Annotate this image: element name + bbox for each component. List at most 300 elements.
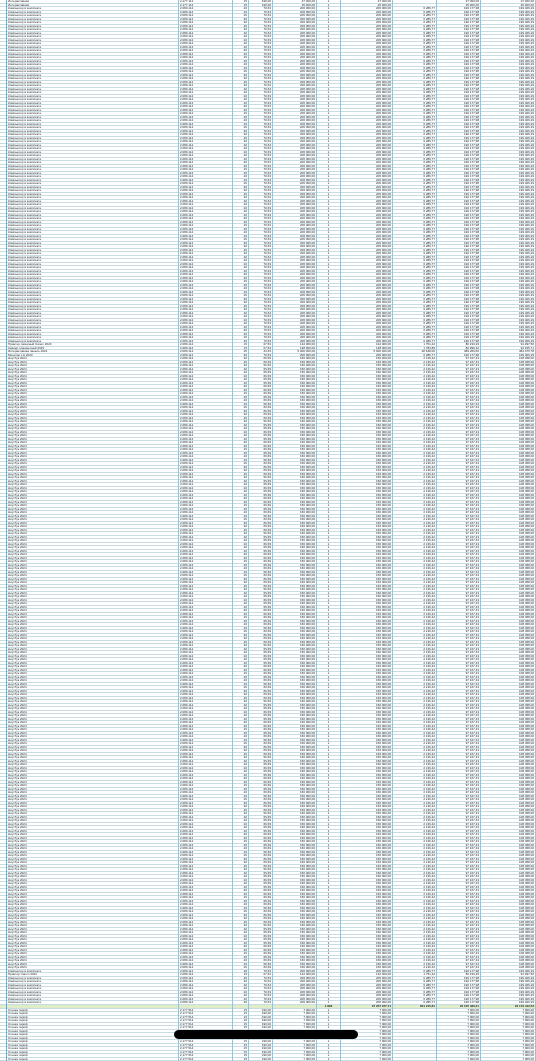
- depreciation-cell: 6 286,77: [392, 126, 436, 130]
- residual-cell: 97 167,43: [436, 749, 480, 753]
- residual-cell: 190 177,98: [436, 130, 480, 134]
- useful-life-cell: 20: [232, 56, 248, 60]
- account-code-cell: 2.080.114: [178, 28, 232, 32]
- account-code-cell: 2.080.114: [178, 613, 232, 617]
- total-cell: 150 000,00: [340, 399, 392, 403]
- rate-cell: 66,69: [248, 585, 272, 589]
- value-cell: 199 406,29: [480, 245, 536, 249]
- residual-cell: 97 167,43: [436, 914, 480, 918]
- useful-life-cell: 20: [232, 32, 248, 36]
- residual-cell: 190 177,98: [436, 259, 480, 263]
- useful-life-cell: 20: [232, 851, 248, 855]
- account-code-cell: 2.080.114: [178, 371, 232, 375]
- residual-cell: 190 177,98: [436, 987, 480, 991]
- count-cell: 1: [316, 557, 340, 561]
- item-name-cell: Компьютер в комплекте: [6, 294, 178, 298]
- value-cell: 108 458,00: [480, 781, 536, 785]
- cost-cell: 150 000,00: [272, 574, 316, 578]
- rate-cell: 66,69: [248, 872, 272, 876]
- item-name-cell: Ноутбук 2024: [6, 795, 178, 799]
- depreciation-cell: 2 136,42: [392, 721, 436, 725]
- value-cell: 199 406,29: [480, 109, 536, 113]
- depreciation-cell: 2 136,42: [392, 728, 436, 732]
- useful-life-cell: 20: [232, 861, 248, 865]
- count-cell: 1: [316, 77, 340, 81]
- useful-life-cell: 20: [232, 182, 248, 186]
- residual-cell: 97 167,43: [436, 553, 480, 557]
- depreciation-cell: 6 286,77: [392, 123, 436, 127]
- value-cell: 108 458,00: [480, 865, 536, 869]
- count-cell: 1: [316, 1026, 340, 1030]
- count-cell: 1: [316, 18, 340, 22]
- residual-cell: 7 000,00: [436, 1037, 480, 1041]
- cost-cell: 206 000,00: [272, 970, 316, 974]
- cost-cell: 150 000,00: [272, 644, 316, 648]
- item-name-cell: Ноутбук 2024: [6, 826, 178, 830]
- depreciation-cell: 2 136,42: [392, 378, 436, 382]
- account-code-cell: 2.080.114: [178, 581, 232, 585]
- residual-cell: 190 177,98: [436, 7, 480, 11]
- cost-cell: 206 000,00: [272, 998, 316, 1002]
- cost-cell: 7 000,00: [272, 1026, 316, 1030]
- account-code-cell: 2.080.114: [178, 637, 232, 641]
- useful-life-cell: 20: [232, 816, 248, 820]
- value-cell: 7 000,00: [480, 1047, 536, 1051]
- rate-cell: 66,69: [248, 963, 272, 967]
- total-cell: 206 000,00: [340, 91, 392, 95]
- account-code-cell: 2.080.114: [178, 7, 232, 11]
- item-name-cell: Ноутбук 2024: [6, 728, 178, 732]
- account-code-cell: 2.080.114: [178, 896, 232, 900]
- count-cell: 1: [316, 833, 340, 837]
- value-cell: 108 458,00: [480, 459, 536, 463]
- depreciation-cell: 2 136,42: [392, 858, 436, 862]
- depreciation-cell: 6 286,77: [392, 273, 436, 277]
- residual-cell: 97 167,43: [436, 406, 480, 410]
- value-cell: 108 458,00: [480, 557, 536, 561]
- count-cell: 1: [316, 690, 340, 694]
- total-cell: 150 000,00: [340, 959, 392, 963]
- item-name-cell: Ноутбук 2024: [6, 557, 178, 561]
- account-code-cell: 2.080.114: [178, 683, 232, 687]
- rate-cell: 66,69: [248, 938, 272, 942]
- useful-life-cell: 20: [232, 462, 248, 466]
- cost-cell: 206 000,00: [272, 119, 316, 123]
- account-code-cell: 2.080.114: [178, 95, 232, 99]
- item-name-cell: Компьютер в комплекте: [6, 315, 178, 319]
- account-code-cell: 2.080.114: [178, 959, 232, 963]
- value-cell: 108 458,00: [480, 585, 536, 589]
- item-name-cell: Компьютер в комплекте: [6, 301, 178, 305]
- cost-cell: 206 000,00: [272, 273, 316, 277]
- count-cell: 1: [316, 480, 340, 484]
- total-cell: 206 000,00: [340, 991, 392, 995]
- depreciation-cell: 6 286,77: [392, 228, 436, 232]
- rate-cell: 66,69: [248, 798, 272, 802]
- useful-life-cell: 20: [232, 105, 248, 109]
- count-cell: 1: [316, 329, 340, 333]
- total-cell: 150 000,00: [340, 487, 392, 491]
- count-cell: 1: [316, 763, 340, 767]
- total-cell: 206 000,00: [340, 207, 392, 211]
- cost-cell: 206 000,00: [272, 161, 316, 165]
- residual-cell: 97 167,43: [436, 466, 480, 470]
- account-code-cell: 2.080.114: [178, 693, 232, 697]
- value-cell: 108 458,00: [480, 910, 536, 914]
- count-cell: 1: [316, 1001, 340, 1005]
- depreciation-cell: 2 136,42: [392, 483, 436, 487]
- cost-cell: 206 000,00: [272, 287, 316, 291]
- account-code-cell: 2.080.114: [178, 140, 232, 144]
- cost-cell: 150 000,00: [272, 592, 316, 596]
- residual-cell: 97 167,43: [436, 434, 480, 438]
- depreciation-cell: 6 286,77: [392, 231, 436, 235]
- rate-cell: 70,63: [248, 147, 272, 151]
- count-cell: 1: [316, 35, 340, 39]
- value-cell: 7 000,00: [480, 1016, 536, 1020]
- value-cell: 94 155,71: [480, 347, 536, 351]
- residual-cell: 97 167,43: [436, 494, 480, 498]
- total-cell: 7 000,00: [340, 1037, 392, 1041]
- cost-cell: 150 000,00: [272, 480, 316, 484]
- count-cell: 1: [316, 70, 340, 74]
- depreciation-cell: 6 286,77: [392, 221, 436, 225]
- value-cell: 108 458,00: [480, 413, 536, 417]
- value-cell: 108 458,00: [480, 522, 536, 526]
- item-name-cell: Компьютер в комплекте: [6, 970, 178, 974]
- residual-cell: 190 177,98: [436, 21, 480, 25]
- cost-cell: 150 000,00: [272, 805, 316, 809]
- account-code-cell: 2.080.114: [178, 847, 232, 851]
- value-cell: 108 458,00: [480, 917, 536, 921]
- total-cell: 206 000,00: [340, 228, 392, 232]
- total-cell: 150 000,00: [340, 781, 392, 785]
- account-code-cell: 2.080.114: [178, 417, 232, 421]
- count-cell: 1: [316, 980, 340, 984]
- residual-cell: 97 167,43: [436, 375, 480, 379]
- residual-cell: 190 177,98: [436, 294, 480, 298]
- count-cell: 1: [316, 504, 340, 508]
- value-cell: 7 000,00: [480, 1058, 536, 1061]
- cost-cell: 150 000,00: [272, 357, 316, 361]
- item-name-cell: Компьютер в комплекте: [6, 70, 178, 74]
- account-code-cell: 2.080.114: [178, 921, 232, 925]
- count-cell: 1: [316, 700, 340, 704]
- useful-life-cell: 20: [232, 203, 248, 207]
- depreciation-cell: 2 136,42: [392, 515, 436, 519]
- total-cell: 132 000,00: [340, 973, 392, 977]
- useful-life-cell: 20: [232, 88, 248, 92]
- total-cell: 206 000,00: [340, 28, 392, 32]
- value-cell: 199 406,29: [480, 214, 536, 218]
- total-cell: 7 000,00: [340, 1033, 392, 1037]
- residual-cell: 97 167,43: [436, 371, 480, 375]
- rate-cell: 66,69: [248, 868, 272, 872]
- item-name-cell: Ноутбук 2024: [6, 812, 178, 816]
- value-cell: 108 458,00: [480, 963, 536, 967]
- item-name-cell: Компьютер в комплекте: [6, 336, 178, 340]
- depreciation-cell: 2 136,42: [392, 385, 436, 389]
- rate-cell: 66,69: [248, 364, 272, 368]
- rate-cell: 66,69: [248, 875, 272, 879]
- depreciation-cell: 6 286,77: [392, 308, 436, 312]
- account-code-cell: 2.080.114: [178, 438, 232, 442]
- account-code-cell: 2.080.114: [178, 480, 232, 484]
- account-code-cell: 2.177.514: [178, 1047, 232, 1051]
- total-cell: 206 000,00: [340, 294, 392, 298]
- total-cell: 150 000,00: [340, 861, 392, 865]
- cost-cell: 150 000,00: [272, 445, 316, 449]
- residual-cell: 190 177,98: [436, 326, 480, 330]
- cost-cell: 206 000,00: [272, 312, 316, 316]
- residual-cell: 190 177,98: [436, 137, 480, 141]
- value-cell: 199 406,29: [480, 102, 536, 106]
- value-cell: 199 406,29: [480, 259, 536, 263]
- total-cell: 206 000,00: [340, 256, 392, 260]
- value-cell: 108 458,00: [480, 662, 536, 666]
- item-name-cell: Ноутбук 2024: [6, 620, 178, 624]
- count-cell: 1: [316, 81, 340, 85]
- total-cell: 150 000,00: [340, 424, 392, 428]
- account-code-cell: 2.080.114: [178, 784, 232, 788]
- count-cell: 1: [316, 861, 340, 865]
- rate-cell: 66,69: [248, 907, 272, 911]
- item-name-cell: Компьютер в комплекте: [6, 221, 178, 225]
- total-cell: 150 000,00: [340, 658, 392, 662]
- account-code-cell: 2.080.114: [178, 427, 232, 431]
- count-cell: 1: [316, 578, 340, 582]
- depreciation-cell: 2 136,42: [392, 571, 436, 575]
- count-cell: 1: [316, 172, 340, 176]
- residual-cell: 97 167,43: [436, 361, 480, 365]
- value-cell: 108 458,00: [480, 627, 536, 631]
- rate-cell: 66,69: [248, 679, 272, 683]
- useful-life-cell: 20: [232, 21, 248, 25]
- residual-cell: 190 177,98: [436, 270, 480, 274]
- residual-cell: 190 177,98: [436, 28, 480, 32]
- item-name-cell: Ноутбук 2024: [6, 385, 178, 389]
- useful-life-cell: 20: [232, 119, 248, 123]
- value-cell: 199 406,29: [480, 175, 536, 179]
- item-name-cell: Ноутбук 2024: [6, 907, 178, 911]
- residual-cell: 97 167,43: [436, 473, 480, 477]
- count-cell: 1: [316, 249, 340, 253]
- rate-cell: 70,63: [248, 74, 272, 78]
- useful-life-cell: 20: [232, 977, 248, 981]
- item-name-cell: Ноутбук 2024: [6, 511, 178, 515]
- total-cell: 150 000,00: [340, 767, 392, 771]
- count-cell: 1: [316, 438, 340, 442]
- total-cell: 150 000,00: [340, 819, 392, 823]
- residual-cell: 190 177,98: [436, 214, 480, 218]
- residual-cell: 97 167,43: [436, 900, 480, 904]
- useful-life-cell: 20: [232, 452, 248, 456]
- depreciation-cell: 6 286,77: [392, 280, 436, 284]
- rate-cell: 70,63: [248, 252, 272, 256]
- rate-cell: 70,63: [248, 144, 272, 148]
- total-cell: 150 000,00: [340, 469, 392, 473]
- residual-cell: 97 167,43: [436, 644, 480, 648]
- rate-cell: 66,69: [248, 511, 272, 515]
- account-code-cell: 2.080.114: [178, 977, 232, 981]
- depreciation-cell: 6 286,77: [392, 116, 436, 120]
- cost-cell: 150 000,00: [272, 385, 316, 389]
- rate-cell: 66,69: [248, 392, 272, 396]
- account-code-cell: 2.080.114: [178, 333, 232, 337]
- total-cell: 150 000,00: [340, 396, 392, 400]
- item-name-cell: Стенка тариф: [6, 1037, 178, 1041]
- count-cell: 1: [316, 938, 340, 942]
- depreciation-cell: 6 286,77: [392, 91, 436, 95]
- cost-cell: 206 000,00: [272, 340, 316, 344]
- item-name-cell: Ноутбук 2024: [6, 522, 178, 526]
- account-code-cell: 2.080.114: [178, 350, 232, 354]
- count-cell: 1: [316, 648, 340, 652]
- item-name-cell: Компьютер в комплекте: [6, 60, 178, 64]
- depreciation-cell: 6 286,77: [392, 53, 436, 57]
- depreciation-cell: 6 286,77: [392, 249, 436, 253]
- value-cell: 108 458,00: [480, 966, 536, 970]
- useful-life-cell: 20: [232, 868, 248, 872]
- residual-cell: 97 167,43: [436, 830, 480, 834]
- total-cell: 150 000,00: [340, 392, 392, 396]
- rate-cell: 23,63: [248, 350, 272, 354]
- depreciation-cell: 2 136,42: [392, 805, 436, 809]
- account-code-cell: 2.080.114: [178, 826, 232, 830]
- total-cell: 150 000,00: [340, 602, 392, 606]
- value-cell: 199 406,29: [480, 137, 536, 141]
- total-cell: 206 000,00: [340, 214, 392, 218]
- count-cell: 1: [316, 60, 340, 64]
- value-cell: 108 458,00: [480, 686, 536, 690]
- cost-cell: 150 000,00: [272, 959, 316, 963]
- residual-cell: 97 167,43: [436, 844, 480, 848]
- account-code-cell: 2.080.114: [178, 452, 232, 456]
- count-cell: 1: [316, 424, 340, 428]
- account-code-cell: 2.080.114: [178, 665, 232, 669]
- count-cell: 1: [316, 949, 340, 953]
- item-name-cell: Ноутбук 2024: [6, 672, 178, 676]
- residual-cell: 97 167,43: [436, 564, 480, 568]
- residual-cell: 97 167,43: [436, 501, 480, 505]
- cost-cell: 150 000,00: [272, 557, 316, 561]
- count-cell: 1: [316, 11, 340, 15]
- total-cell: 150 000,00: [340, 462, 392, 466]
- rate-cell: 66,69: [248, 714, 272, 718]
- item-name-cell: Компьютер в комплекте: [6, 168, 178, 172]
- rate-cell: 66,69: [248, 767, 272, 771]
- value-cell: 199 406,29: [480, 980, 536, 984]
- residual-cell: 7 000,00: [436, 1026, 480, 1030]
- cost-cell: 150 000,00: [272, 910, 316, 914]
- useful-life-cell: 20: [232, 924, 248, 928]
- count-cell: 1: [316, 595, 340, 599]
- account-code-cell: 2.080.114: [178, 599, 232, 603]
- account-code-cell: 2.080.114: [178, 70, 232, 74]
- cost-cell: 150 000,00: [272, 455, 316, 459]
- useful-life-cell: 20: [232, 396, 248, 400]
- item-name-cell: Ноутбук 2024: [6, 529, 178, 533]
- depreciation-cell: 2 136,42: [392, 609, 436, 613]
- value-cell: 108 458,00: [480, 760, 536, 764]
- residual-cell: 97 167,43: [436, 784, 480, 788]
- useful-life-cell: 20: [232, 732, 248, 736]
- rate-cell: 66,69: [248, 368, 272, 372]
- useful-life-cell: 20: [232, 305, 248, 309]
- count-cell: 1: [316, 781, 340, 785]
- total-cell: 150 000,00: [340, 581, 392, 585]
- residual-cell: 97 167,43: [436, 413, 480, 417]
- item-name-cell: Ноутбук 2024: [6, 368, 178, 372]
- item-name-cell: Ноутбук 2024: [6, 858, 178, 862]
- count-cell: 1: [316, 277, 340, 281]
- cost-cell: 150 000,00: [272, 371, 316, 375]
- count-cell: 1: [316, 518, 340, 522]
- cost-cell: 150 000,00: [272, 553, 316, 557]
- value-cell: 108 458,00: [480, 602, 536, 606]
- account-code-cell: 2.080.114: [178, 781, 232, 785]
- value-cell: 199 406,29: [480, 70, 536, 74]
- total-cell: 206 000,00: [340, 270, 392, 274]
- total-cell: 206 000,00: [340, 102, 392, 106]
- rate-cell: 70,63: [248, 1001, 272, 1005]
- useful-life-cell: 20: [232, 686, 248, 690]
- total-cell: 206 000,00: [340, 25, 392, 29]
- depreciation-cell: 2 136,42: [392, 581, 436, 585]
- useful-life-cell: 20: [232, 361, 248, 365]
- total-cell: 206 000,00: [340, 130, 392, 134]
- total-cell: 206 000,00: [340, 245, 392, 249]
- total-cell: 150 000,00: [340, 875, 392, 879]
- cost-cell: 206 000,00: [272, 249, 316, 253]
- count-cell: 1: [316, 585, 340, 589]
- value-cell: 108 458,00: [480, 732, 536, 736]
- total-cell: 150 000,00: [340, 588, 392, 592]
- useful-life-cell: 20: [232, 277, 248, 281]
- depreciation-cell: 2 136,42: [392, 945, 436, 949]
- account-code-cell: 2.080.114: [178, 490, 232, 494]
- value-cell: 199 406,29: [480, 77, 536, 81]
- value-cell: 199 406,29: [480, 14, 536, 18]
- value-cell: 108 458,00: [480, 382, 536, 386]
- residual-cell: 190 177,98: [436, 161, 480, 165]
- cost-cell: 7 000,00: [272, 1040, 316, 1044]
- total-cell: 150 000,00: [340, 805, 392, 809]
- value-cell: 199 406,29: [480, 984, 536, 988]
- cost-cell: 150 000,00: [272, 844, 316, 848]
- residual-cell: 7 000,00: [436, 1054, 480, 1058]
- useful-life-cell: 20: [232, 39, 248, 43]
- count-cell: 1: [316, 910, 340, 914]
- count-cell: 1: [316, 602, 340, 606]
- cost-cell: 150 000,00: [272, 536, 316, 540]
- count-cell: 1: [316, 242, 340, 246]
- cost-cell: 206 000,00: [272, 70, 316, 74]
- useful-life-cell: 20: [232, 606, 248, 610]
- cost-cell: 206 000,00: [272, 53, 316, 57]
- value-cell: 108 458,00: [480, 798, 536, 802]
- value-cell: 108 458,00: [480, 578, 536, 582]
- value-cell: 108 458,00: [480, 858, 536, 862]
- rate-cell: 70,63: [248, 63, 272, 67]
- total-cell: 150 000,00: [340, 532, 392, 536]
- depreciation-cell: 2 136,42: [392, 795, 436, 799]
- total-cell: 206 000,00: [340, 123, 392, 127]
- value-cell: 108 458,00: [480, 774, 536, 778]
- item-name-cell: Компьютер в комплекте: [6, 102, 178, 106]
- rate-cell: 66,69: [248, 791, 272, 795]
- count-cell: 1: [316, 354, 340, 358]
